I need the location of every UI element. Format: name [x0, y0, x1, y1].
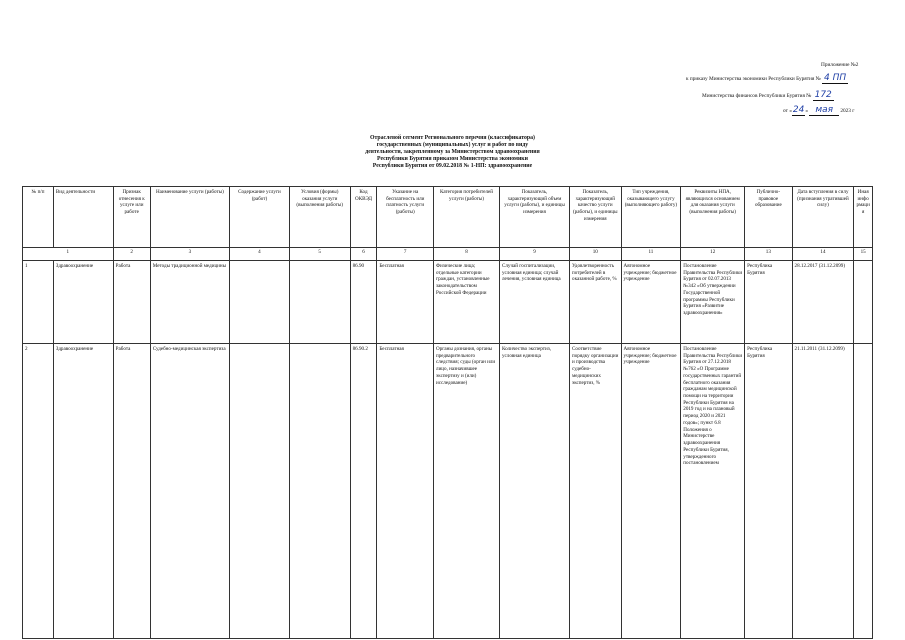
table-row [23, 344, 873, 639]
header-service-name: Наименование услуги (работы) [150, 187, 229, 248]
header-other-info: Иная информация [854, 187, 873, 248]
column-number-row [23, 248, 873, 261]
header-activity-type: Вид деятельности [53, 187, 113, 248]
appendix-date-year: 2023 г [840, 108, 855, 114]
header-legal-act-details: Реквизиты НПА, являющихся основанием для оказания услуги (выполнения работы) [681, 187, 745, 248]
header-okved-code: Код ОКВЭД [350, 187, 377, 248]
column-number: 10 [570, 248, 622, 261]
cell-legal-act-details: Постановление Правительства Республики Бурятия от 27.12.2018 №762 «О Программе государственных гарантий бесплатного оказания гражданам медицинской помощи на территории Республики Бурятия на 2019 год и на плановый период 2020 и 2021 годов»; пункт 6.8 Положения о Министерстве здравоохранения Республики Бурятия, утвержденного постановлением [681, 344, 745, 639]
handwritten-order-number: 4 ПП [824, 73, 847, 83]
appendix-line-2 [686, 74, 848, 83]
header-institution-type: Тип учреждения, оказывающего услугу (выполняющего работу) [621, 187, 681, 248]
column-number: 11 [621, 248, 681, 261]
cell-effective-date: 28.12.2017 (31.12.2099) [792, 261, 854, 344]
cell-service-or-work: Работа [113, 261, 150, 344]
appendix-date-prefix: от « [783, 108, 792, 114]
column-number: 4 [230, 248, 290, 261]
document-title-line-4: Республики Бурятия приказом Министерства экономики [377, 156, 528, 162]
table-header-row [23, 187, 873, 248]
column-number: 7 [377, 248, 434, 261]
cell-public-legal-entity: Республика Бурятия [745, 344, 792, 639]
appendix-line-4 [783, 106, 854, 115]
column-number: 14 [792, 248, 854, 261]
cell-service-content [230, 344, 290, 639]
header-number: № п/п [23, 187, 54, 248]
header-free-or-paid: Указание на бесплатность или платность услуги (работы) [377, 187, 434, 248]
handwritten-finance-number: 172 [814, 90, 832, 100]
document-title-line-2: государственных (муниципальных) услуг и работ по виду [376, 142, 529, 148]
cell-activity-type: Здравоохранение [53, 344, 113, 639]
cell-free-or-paid: Бесплатная [377, 261, 434, 344]
column-number: 9 [499, 248, 569, 261]
cell-okved-code: 86.90 [350, 261, 377, 344]
header-effective-date: Дата вступления в силу (признания утратившей силу) [792, 187, 854, 248]
header-service-conditions: Условия (формы) оказания услуги (выполнения работы) [289, 187, 350, 248]
cell-service-name: Методы традиционной медицины [150, 261, 229, 344]
column-number: 3 [150, 248, 229, 261]
cell-other-info [854, 261, 873, 344]
cell-service-content [230, 261, 290, 344]
cell-volume-indicator: Количество экспертиз, условная единица [499, 344, 569, 639]
header-public-legal-entity: Публично-правовое образование [745, 187, 792, 248]
document-title-line-5: Республики Бурятия от 09.02.2018 № 1-НП: здравоохранение [372, 163, 533, 169]
cell-free-or-paid: Бесплатная [377, 344, 434, 639]
handwritten-date-day: 24 [792, 105, 805, 115]
cell-okved-code: 86.90.2 [350, 344, 377, 639]
cell-service-name: Судебно-медицинская экспертиза [150, 344, 229, 639]
table-row [23, 261, 873, 344]
cell-number: 2 [23, 344, 54, 639]
cell-service-conditions [289, 344, 350, 639]
column-number: 2 [113, 248, 150, 261]
handwritten-date-month: мая [809, 105, 839, 116]
column-number: 12 [681, 248, 745, 261]
cell-service-conditions [289, 261, 350, 344]
appendix-date-quote: » [805, 108, 808, 114]
cell-volume-indicator: Случай госпитализации, условная единица; случай лечения, условная единица [499, 261, 569, 344]
cell-service-or-work: Работа [113, 344, 150, 639]
cell-quality-indicator: Соответствие порядку организации и производства судебно-медицинских экспертиз, % [570, 344, 622, 639]
cell-public-legal-entity: Республика Бурятия [745, 261, 792, 344]
column-number: 1 [23, 248, 114, 261]
cell-activity-type: Здравоохранение [53, 261, 113, 344]
header-quality-indicator: Показатель, характеризующий качество услуги (работы), и единицы измерения [570, 187, 622, 248]
cell-quality-indicator: Удовлетворенность потребителей в оказанной работе, % [570, 261, 622, 344]
appendix-line-1: Приложение №2 [821, 62, 859, 68]
services-table [22, 186, 873, 639]
column-number: 5 [289, 248, 350, 261]
cell-consumer-category: Физические лица; отдельные категории граждан, установленные законодательством Российской Федерации [434, 261, 500, 344]
column-number: 13 [745, 248, 792, 261]
appendix-order-ministry-finance: Министерства финансов Республики Бурятия № [702, 93, 812, 99]
header-volume-indicator: Показатель, характеризующий объем услуги (работы), и единицы измерения [499, 187, 569, 248]
header-consumer-category: Категория потребителей услуги (работы) [434, 187, 500, 248]
cell-number: 1 [23, 261, 54, 344]
cell-legal-act-details: Постановление Правительства Республики Бурятия от 02.07.2013 №342 «Об утверждении Государственной программы Республики Бурятия «Развитие здравоохранения» [681, 261, 745, 344]
document-title-line-1: Отраслевой сегмент Регионального перечня (классификатора) [370, 135, 535, 141]
cell-other-info [854, 344, 873, 639]
cell-effective-date: 21.11.2011 (31.12.2099) [792, 344, 854, 639]
cell-consumer-category: Органы дознания, органы предварительного следствия; суды (орган или лицо, назначившее экспертизу и (или) исследование) [434, 344, 500, 639]
header-service-or-work: Признак отнесения к услуге или работе [113, 187, 150, 248]
column-number: 8 [434, 248, 500, 261]
appendix-order-ministry-economy: к приказу Министерства экономики Республики Бурятия № [686, 76, 821, 82]
column-number: 6 [350, 248, 377, 261]
column-number: 15 [854, 248, 873, 261]
appendix-line-3 [702, 91, 834, 100]
document-title-line-3: деятельности, закрепленному за Министерством здравоохранения [365, 149, 540, 155]
header-service-content: Содержание услуги (работ) [230, 187, 290, 248]
cell-institution-type: Автономное учреждение; бюджетное учреждение [621, 344, 681, 639]
cell-institution-type: Автономное учреждение; бюджетное учреждение [621, 261, 681, 344]
